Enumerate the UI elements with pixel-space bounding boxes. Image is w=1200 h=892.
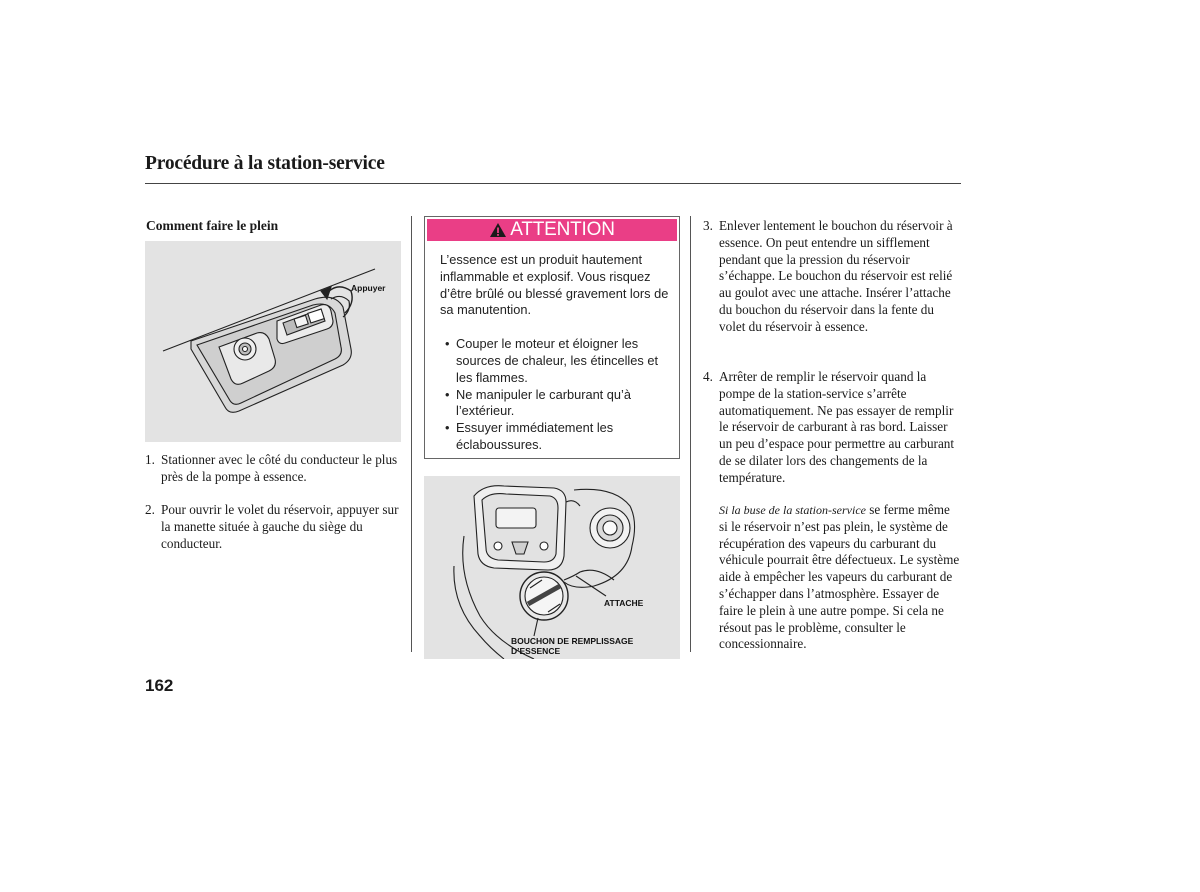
bullet-icon: • bbox=[445, 420, 450, 436]
fuel-cap-tether-icon bbox=[424, 476, 680, 659]
fuel-door-release-lever-icon bbox=[145, 241, 401, 442]
warning-list bbox=[440, 336, 669, 454]
warning-bullet: • Essuyer immédiatement les éclaboussures. bbox=[445, 420, 614, 452]
warning-triangle-icon bbox=[489, 222, 507, 238]
warning-body bbox=[440, 252, 669, 454]
step-text: Pour ouvrir le volet du réservoir, appuyer sur la manette située à gauche du siège du conducteur. bbox=[161, 502, 399, 551]
warning-title: ATTENTION bbox=[510, 219, 615, 240]
nozzle-note-text: se ferme même si le réservoir n’est pas plein, le système de récupération des vapeurs du carburant du véhicule pourrait être défectueux. Le système aide à empêcher les vapeurs du carburant de s’échapper dans l’atmosphère. Essayer de faire le plein à une autre pompe. Si cela ne résout pas le problème, consulter le concessionnaire. bbox=[719, 502, 960, 652]
step-text: Enlever lentement le bouchon du réservoir à essence. On peut entendre un sifflement pendant que la pression du réservoir s’échappe. Le bouchon du réservoir est relié au goulot avec une attache. Insérer l’attache du bouchon du réservoir dans la fente du volet du réservoir à essence. bbox=[719, 218, 953, 334]
bullet-icon: • bbox=[445, 386, 450, 402]
attache-label: ATTACHE bbox=[604, 598, 644, 608]
step-4 bbox=[703, 369, 959, 489]
step-text: Arrêter de remplir le réservoir quand la pompe de la station-service s’arrête automatiquement. Ne pas essayer de remplir le réservoir de carburant à ras bord. Laisser un peu d’espace pour permettre au carburant de se dilater lors des changements de la température. bbox=[719, 369, 955, 485]
step-2 bbox=[145, 502, 401, 554]
fuel-cap-label-line1: BOUCHON DE REMPLISSAGE bbox=[511, 636, 634, 646]
warning-bullet: • Couper le moteur et éloigner les sources de chaleur, les étincelles et les flammes. bbox=[445, 336, 659, 385]
fuel-cap-label-line2: D’ESSENCE bbox=[511, 646, 561, 656]
nozzle-note bbox=[719, 502, 961, 653]
nozzle-note-italic: Si la buse de la station-service bbox=[719, 503, 866, 517]
step-number: 1. bbox=[145, 452, 155, 467]
column-divider-left bbox=[411, 216, 412, 652]
step-number: 3. bbox=[703, 218, 713, 233]
page-number: 162 bbox=[145, 676, 174, 695]
warning-header bbox=[427, 219, 677, 241]
step-text: Stationner avec le côté du conducteur le plus près de la pompe à essence. bbox=[161, 452, 398, 484]
bullet-icon: • bbox=[445, 336, 450, 352]
warning-bullet: • Ne manipuler le carburant qu’à l’extérieur. bbox=[445, 386, 631, 419]
fuel-door-release-illustration bbox=[145, 241, 401, 442]
step-1 bbox=[145, 452, 401, 486]
warning-intro: L’essence est un produit hautement inflammable et explosif. Vous risquez d’être brûlé ou blessé gravement lors de sa manutention. bbox=[440, 252, 669, 318]
appuyer-label: Appuyer bbox=[351, 283, 386, 293]
warning-box bbox=[424, 216, 680, 459]
step-number: 4. bbox=[703, 369, 713, 384]
page-title: Procédure à la station-service bbox=[145, 153, 385, 174]
column-divider-right bbox=[690, 216, 691, 652]
section-heading: Comment faire le plein bbox=[146, 218, 279, 233]
fuel-filler-cap-illustration bbox=[424, 476, 680, 659]
step-number: 2. bbox=[145, 502, 155, 517]
step-3 bbox=[703, 218, 959, 354]
title-divider bbox=[145, 183, 961, 184]
